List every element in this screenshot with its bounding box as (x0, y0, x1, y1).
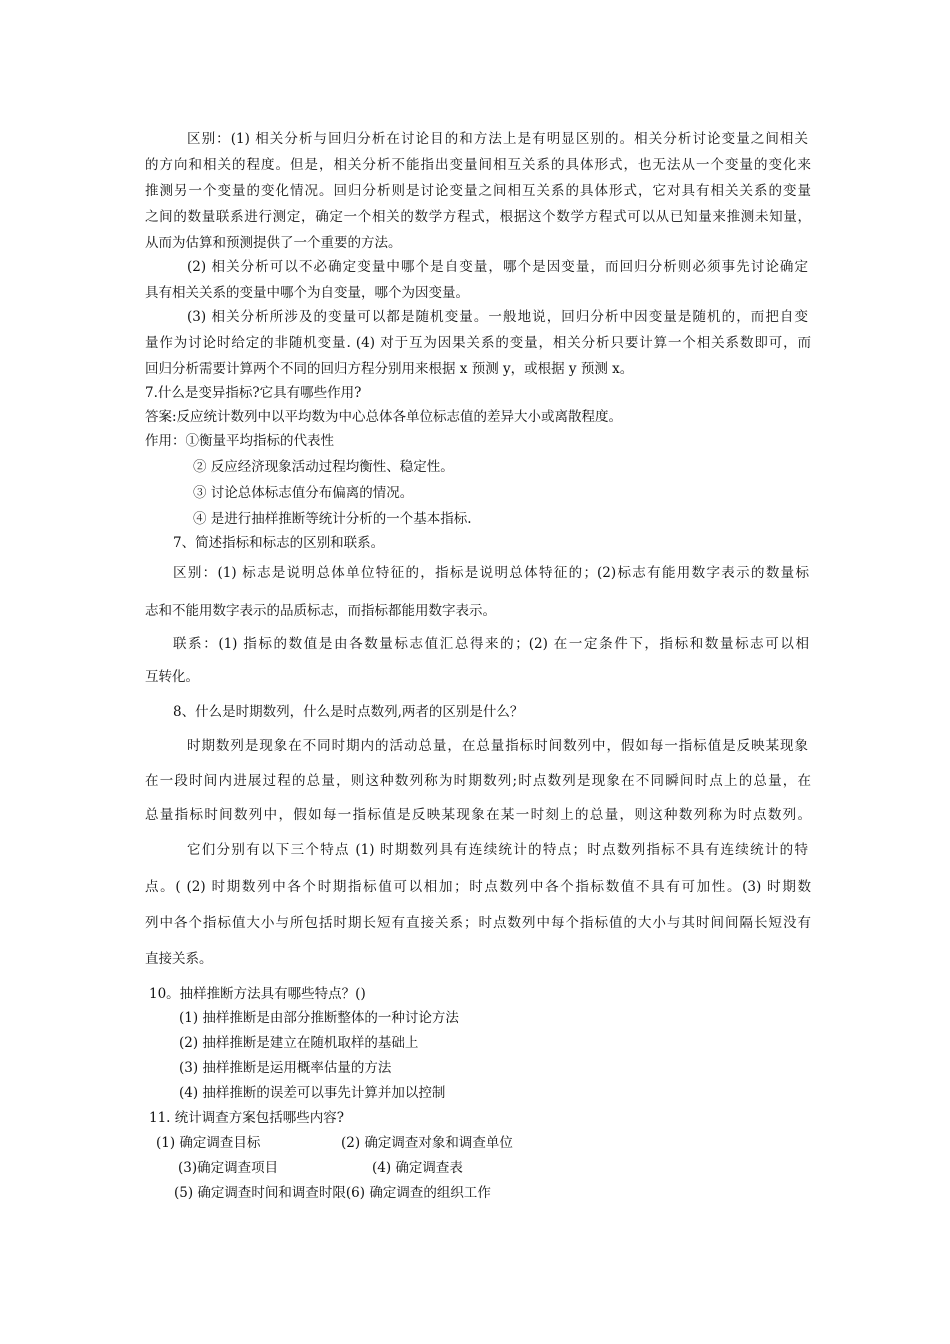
question-heading: 7.什么是变异指标?它具有哪些作用? (145, 385, 362, 401)
list-item: (3)确定调查项目 (178, 1160, 279, 1176)
text-line: 总量指标时间数列中，假如每一指标值是反映某现象在某一时刻上的总量，则这种数列称为时点数列。 (145, 807, 811, 823)
answer-text: 答案:反应统计数列中以平均数为中心总体各单位标志值的差异大小或离散程度。 (145, 409, 623, 425)
text-line: (2) 相关分析可以不必确定变量中哪个是自变量，哪个是因变量，而回归分析则必须事先讨论确定 (187, 259, 808, 275)
text-line: 推测另一个变量的变化情况。回归分析则是讨论变量之间相互关系的具体形式，它对具有相关关系的变量 (145, 183, 811, 199)
text-line: 直接关系。 (145, 951, 213, 967)
question-heading: 11. 统计调查方案包括哪些内容? (149, 1110, 344, 1126)
text-line: 之间的数量联系进行测定，确定一个相关的数学方程式，根据这个数学方程式可以从已知量来推测未知量， (145, 209, 811, 225)
text-line: 具有相关关系的变量中哪个为自变量，哪个为因变量。 (145, 285, 469, 301)
text-line: 量作为讨论时给定的非随机变量. (4) 对于互为因果关系的变量，相关分析只要计算一个相关系数即可，而 (145, 335, 811, 351)
text-line: 区别：(1) 标志是说明总体单位特征的，指标是说明总体特征的；(2)标志有能用数字表示的数量标 (173, 565, 809, 581)
text-line: 从而为估算和预测提供了一个重要的方法。 (145, 235, 402, 251)
list-item: (1) 确定调查目标 (156, 1135, 261, 1151)
text-line: 的方向和相关的程度。但是，相关分析不能指出变量间相互关系的具体形式，也无法从一个变量的变化来 (145, 157, 811, 173)
list-item: (5) 确定调查时间和调查时限(6) 确定调查的组织工作 (174, 1185, 491, 1201)
list-item: ② 反应经济现象活动过程均衡性、稳定性。 (193, 459, 454, 475)
text-line: 志和不能用数字表示的品质标志，而指标都能用数字表示。 (145, 603, 496, 619)
text-line: 点。( (2) 时期数列中各个时期指标值可以相加；时点数列中各个指标数值不具有可加性。(3) 时期数 (145, 879, 811, 895)
list-item: (4) 确定调查表 (372, 1160, 463, 1176)
text-line: 回归分析需要计算两个不同的回归方程分别用来根据 x 预测 y，或根据 y 预测 x。 (145, 361, 634, 377)
roles-label: 作用：①衡量平均指标的代表性 (145, 433, 334, 449)
text-line: 时期数列是现象在不同时期内的活动总量，在总量指标时间数列中，假如每一指标值是反映某现象 (187, 738, 808, 754)
list-item: ④ 是进行抽样推断等统计分析的一个基本指标. (193, 511, 472, 527)
text-line: 区别：(1) 相关分析与回归分析在讨论目的和方法上是有明显区别的。相关分析讨论变量之间相关 (187, 131, 808, 147)
question-heading: 7、简述指标和标志的区别和联系。 (173, 535, 385, 551)
list-item: (1) 抽样推断是由部分推断整体的一种讨论方法 (179, 1010, 459, 1026)
list-item: (4) 抽样推断的误差可以事先计算并加以控制 (179, 1085, 446, 1101)
text-line: 互转化。 (145, 669, 199, 685)
text-line: 在一段时间内进展过程的总量，则这种数列称为时期数列;时点数列是现象在不同瞬间时点上的总量，在 (145, 773, 811, 789)
text-line: (3) 相关分析所涉及的变量可以都是随机变量。一般地说，回归分析中因变量是随机的，而把自变 (187, 309, 808, 325)
text-line: 列中各个指标值大小与所包括时期长短有直接关系；时点数列中每个指标值的大小与其时间间隔长短没有 (145, 915, 811, 931)
question-heading: 10。抽样推断方法具有哪些特点？() (149, 986, 366, 1002)
text-line: 联系：(1) 指标的数值是由各数量标志值汇总得来的；(2) 在一定条件下，指标和数量标志可以相 (173, 636, 809, 652)
list-item: (2) 抽样推断是建立在随机取样的基础上 (179, 1035, 419, 1051)
question-heading: 8、什么是时期数列，什么是时点数列,两者的区别是什么？ (173, 704, 524, 720)
list-item: ③ 讨论总体标志值分布偏离的情况。 (193, 485, 414, 501)
list-item: (2) 确定调查对象和调查单位 (341, 1135, 513, 1151)
text-line: 它们分别有以下三个特点 (1) 时期数列具有连续统计的特点；时点数列指标不具有连续统计的特 (187, 842, 808, 858)
list-item: (3) 抽样推断是运用概率估量的方法 (179, 1060, 392, 1076)
